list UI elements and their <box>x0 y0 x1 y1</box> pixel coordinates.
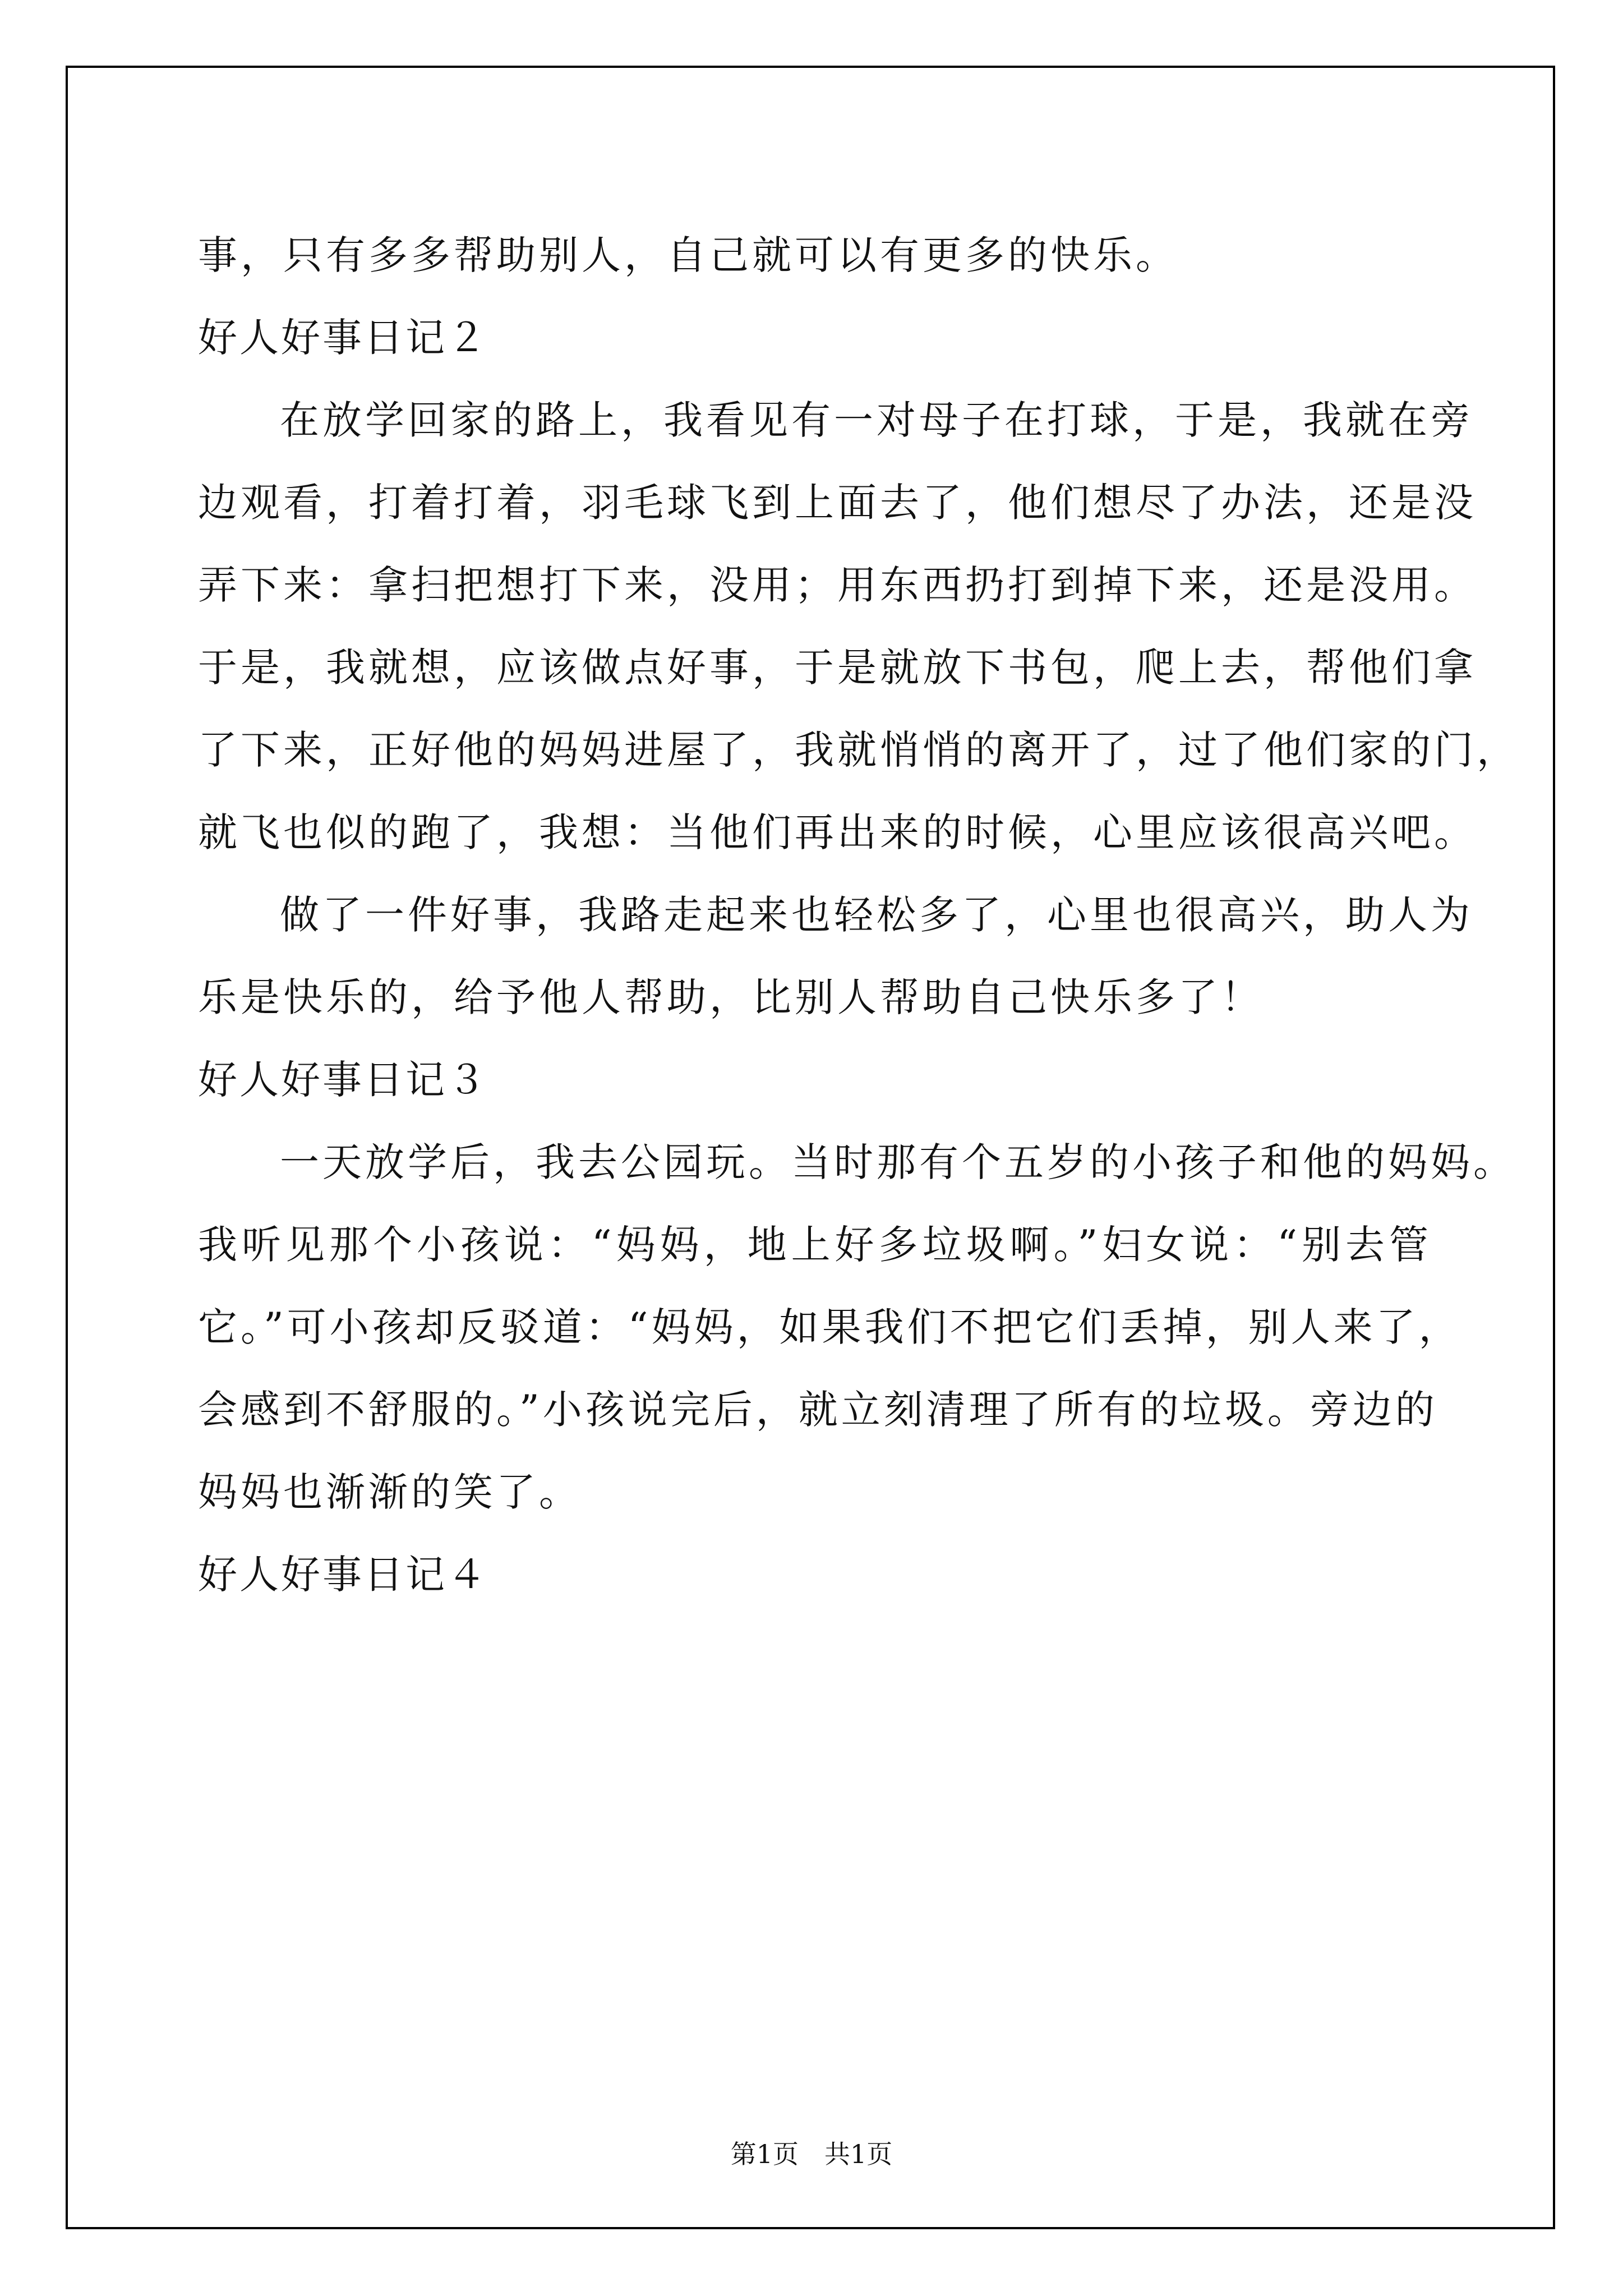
paragraph-line: 于是，我就想，应该做点好事，于是就放下书包，爬上去，帮他们拿 <box>198 645 1477 691</box>
paragraph-line: 就飞也似的跑了，我想：当他们再出来的时候，心里应该很高兴吧。 <box>198 809 1477 855</box>
section-heading: 好人好事日记２ <box>198 315 488 361</box>
paragraph-line: 乐是快乐的，给予他人帮助，比别人帮助自己快乐多了！ <box>198 974 1264 1020</box>
paragraph-line: 边观看，打着打着，羽毛球飞到上面去了，他们想尽了办法，还是没 <box>198 480 1477 526</box>
section-heading: 好人好事日记４ <box>198 1552 488 1598</box>
paragraph-line: 它。”可小孩却反驳道：“妈妈，如果我们不把它们丢掉，别人来了， <box>198 1304 1461 1350</box>
paragraph-line: 事，只有多多帮助别人，自己就可以有更多的快乐。 <box>198 232 1178 278</box>
paragraph-line: 弄下来：拿扫把想打下来，没用；用东西扔打到掉下来，还是没用。 <box>198 562 1477 608</box>
paragraph-line: 会感到不舒服的。”小孩说完后，就立刻清理了所有的垃圾。旁边的 <box>198 1387 1438 1433</box>
paragraph-line: 我听见那个小孩说：“妈妈，地上好多垃圾啊。”妇女说：“别去管 <box>198 1222 1432 1268</box>
paragraph-line: 妈妈也渐渐的笑了。 <box>198 1469 582 1515</box>
page-footer: 第1页 共1页 <box>730 2139 893 2169</box>
document-body <box>198 216 1519 1618</box>
section-heading: 好人好事日记３ <box>198 1057 488 1103</box>
paragraph-line: 在放学回家的路上，我看见有一对母子在打球，于是，我就在旁 <box>280 397 1473 443</box>
paragraph-line: 做了一件好事，我路走起来也轻松多了，心里也很高兴，助人为 <box>280 892 1473 938</box>
paragraph-line: 一天放学后，我去公园玩。当时那有个五岁的小孩子和他的妈妈。 <box>280 1139 1516 1185</box>
paragraph-line: 了下来，正好他的妈妈进屋了，我就悄悄的离开了，过了他们家的门， <box>198 727 1519 773</box>
